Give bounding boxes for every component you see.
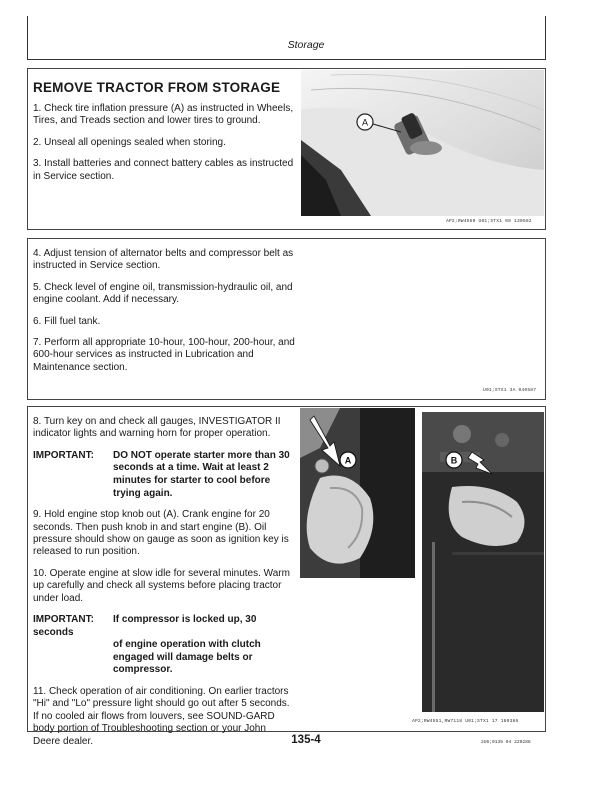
gauge-icon bbox=[453, 425, 471, 443]
stop-knob-photo bbox=[300, 408, 415, 578]
step-11: 11. Check operation of air conditioning. On earlier tractors "Hi" and "Lo" pressure light should go out after 5 seconds. If no cooled air flows from louvers, see SOUND-GARD body portion of Troubleshooting section or your John Deere dealer. bbox=[33, 686, 290, 747]
image-ref-code: AP2;RW4550 U01;STX1 08 130582 bbox=[446, 219, 532, 224]
step-9: 9. Hold engine stop knob out (A). Crank engine for 20 seconds. Then push knob in and start engine (B). Oil pressure should show on gauge as soon as ignition key is released to run position. bbox=[33, 509, 289, 558]
important-label: IMPORTANT: bbox=[33, 449, 94, 461]
header-rule-left bbox=[27, 16, 28, 60]
header-rule bbox=[27, 59, 546, 60]
step-8: 8. Turn key on and check all gauges, INVESTIGATOR II indicator lights and warning horn for proper operation. bbox=[33, 416, 281, 440]
step-3: 3. Install batteries and connect battery cables as instructed in Service section. bbox=[33, 158, 294, 182]
step-4: 4. Adjust tension of alternator belts and compressor belt as instructed in Service section. bbox=[33, 248, 294, 272]
header-rule-right bbox=[545, 16, 546, 60]
step-1: 1. Check tire inflation pressure (A) as instructed in Wheels, Tires, and Treads section and lower tires to ground. bbox=[33, 103, 294, 127]
footer-ref-code: 2U6;0135 04 220288 bbox=[481, 740, 531, 745]
section2-ref-code: U01;STX1 3A 040587 bbox=[483, 388, 537, 393]
ignition-key-photo bbox=[422, 412, 544, 712]
running-head: Storage bbox=[287, 39, 325, 51]
important-label: IMPORTANT: bbox=[33, 614, 94, 626]
knob-shape bbox=[315, 459, 329, 473]
tire-valve-image bbox=[301, 70, 544, 216]
step-6: 6. Fill fuel tank. bbox=[33, 315, 101, 327]
callout-b-label: B bbox=[450, 455, 458, 466]
image-ref-code: AP2;RW4551,RW7118 U01;STX1 17 180386 bbox=[412, 719, 519, 724]
gauge-icon bbox=[495, 433, 509, 447]
important-text-line1: DO NOT operate starter more than 30 bbox=[113, 449, 290, 461]
page-number: 135-4 bbox=[291, 734, 321, 746]
important-note-starter bbox=[33, 450, 295, 500]
important-text-line1: If compressor is locked up, 30 seconds bbox=[33, 614, 257, 638]
important-text-rest: seconds at a time. Wait at least 2 minutes for starter to cool before trying again. bbox=[113, 462, 271, 499]
callout-a-label: A bbox=[361, 117, 369, 128]
important-note-compressor bbox=[33, 614, 295, 677]
step-5: 5. Check level of engine oil, transmission-hydraulic oil, and engine coolant. Add if necessary. bbox=[33, 281, 293, 306]
callout-a-label: A bbox=[344, 455, 352, 466]
section1-steps bbox=[33, 103, 295, 183]
step-2: 2. Unseal all openings sealed when storing. bbox=[33, 136, 226, 148]
step-7: 7. Perform all appropriate 10-hour, 100-hour, 200-hour, and 600-hour services as instructed in Lubrication and Maintenance section. bbox=[33, 337, 295, 373]
step-10: 10. Operate engine at slow idle for several minutes. Warm up carefully and check all systems before placing tractor under load. bbox=[33, 567, 290, 604]
section-title: REMOVE TRACTOR FROM STORAGE bbox=[33, 80, 281, 95]
section3-steps bbox=[33, 416, 295, 748]
important-text-rest: of engine operation with clutch engaged will damage belts or compressor. bbox=[113, 639, 261, 676]
section2-steps bbox=[33, 248, 295, 374]
